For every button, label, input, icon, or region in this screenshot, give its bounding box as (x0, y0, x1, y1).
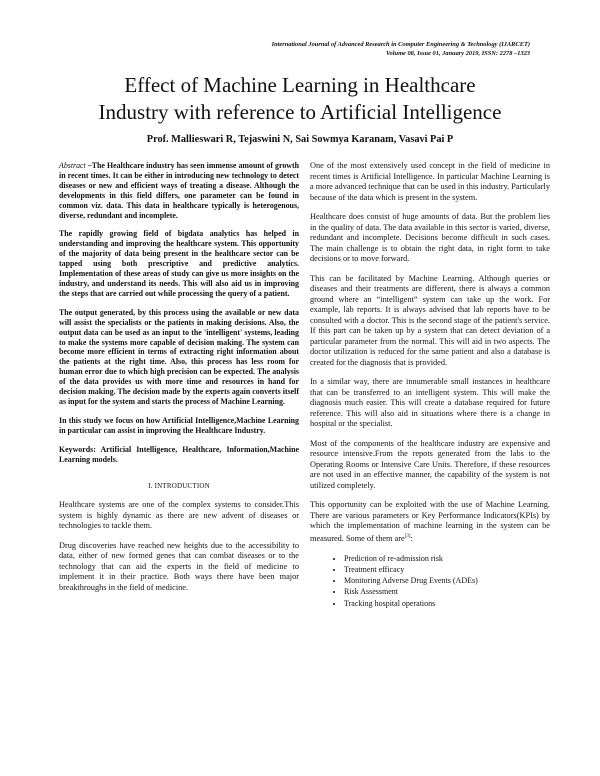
body-paragraph-6-end: : (410, 533, 413, 543)
right-column (310, 161, 550, 609)
body-paragraph-4: In a similar way, there are innumerable small instances in healthcare that can be transferred to an intelligent system. This will make the diagnosis much easier. This will create a database required for future reference. This will also aid in situations where there is a change in hospital or the specialist. (310, 377, 550, 428)
journal-header (110, 40, 530, 58)
body-paragraph-5: Most of the components of the healthcare industry are expensive and resource intensive.From the repots generated from the labs to the Operating Rooms or Intensive Care Units. Therefore, if these resources are not used in an effective manner, the capability of the system is not utilized completely. (310, 438, 550, 490)
body-paragraph-6-text: This opportunity can be exploited with the use of Machine Learning. There are various parameters or Key Performance Indicators(KPIs) by which the implementation of machine learning in the system can be measured. Some of them are (310, 500, 550, 543)
abstract-label: Abstract (59, 161, 86, 170)
title-line-1: Effect of Machine Learning in Healthcare (124, 73, 476, 97)
body-paragraph-3: This can be facilitated by Machine Learning. Although queries or diseases and their treatments are different, there is always a common ground where an “intelligent” system can take up the work. For example, lab reports. It is always advised that lab reports have to be consulted with a doctor. This is the second stage of the patient's service. If this part can be taken up by a system that can detect deviation of a particular parameter from the normal. This will aid in two aspects. The doctor utilization is reduced for the same patient and also a database is created for the diagnosis that is provided. (310, 273, 550, 367)
left-column (59, 161, 299, 602)
title-line-2: Industry with reference to Artificial Intelligence (98, 100, 502, 124)
author-list: Prof. Mallieswari R, Tejaswini N, Sai Sowmya Karanam, Vasavi Pai P (146, 134, 454, 145)
abstract-paragraph-1 (59, 161, 299, 220)
volume-info: Volume 08, Issue 01, January 2019, ISSN: 2278 –1323 (386, 50, 530, 57)
intro-paragraph-2: Drug discoveries have reached new heights due to the accessibility to data, either of new formed genes that can combat diseases or to the technology that can aid the experts in the field of medicine to implement it in their practice. Both ways there have been major breakthroughs in the field of medicine. (59, 540, 299, 592)
kpi-bullet-list (310, 553, 550, 609)
citation-ref: [3] (404, 533, 411, 539)
keywords-label: Keywords: (59, 444, 96, 454)
abstract-text-1: –The Healthcare industry has seen immense amount of growth in recent times. It can be either in introducing new technology to detect diseases or new and efficient ways of treating a disease. Although the developments in this field differs, one parameter can be found in common viz. data. This data in healthcare typically is heterogenous, diverse, redundant and incomplete. (59, 161, 299, 220)
paper-title (40, 72, 560, 126)
body-paragraph-1: One of the most extensively used concept in the field of medicine in recent times is Artificial Intelligence. In particular Machine Learning is a more advanced technique that can be used in this industry. Particularly because of the data which is present in the system. (310, 161, 550, 202)
body-paragraph-6 (310, 500, 550, 544)
keywords-text: Artificial Intelligence, Healthcare, Information,Machine Learning models. (59, 444, 299, 464)
intro-paragraph-1: Healthcare systems are one of the complex systems to consider.This system is highly dynamic as there are new advent of diseases or technologies to tackle them. (59, 500, 299, 531)
journal-name: International Journal of Advanced Research in Computer Engineering & Technology (IJARCET) (271, 41, 530, 48)
abstract-paragraph-2: The rapidly growing field of bigdata analytics has helped in understanding and improving the healthcare system. This opportunity of the majority of data being present in the healthcare sector can be tapped using both prescriptive and predictive analytics. Implementation of these areas of study can give us more insights on the industry, and understand its needs. This will also aid us in improving the steps that are carried out while processing the query of a patient. (59, 229, 299, 298)
abstract-paragraph-4: In this study we focus on how Artificial Intelligence,Machine Learning in particular can assist in improving the Healthcare Industry. (59, 415, 299, 435)
abstract-paragraph-3: The output generated, by this process using the available or new data will assist the specialists or the patients in making decisions. Also, the output data can be used as an input to the 'intelligent' systems, leading to make the systems more capable of decision making. The system can become more efficient in terms of extracting right information about the patients at the right time. Also, this process has less room for human error due to which high precision can be expected. The analysis of the data provides us with more time and resources in hand for decision making. The decision made by the experts again converts itself as input for the system and starts the process of Machine Learning. (59, 307, 299, 406)
list-item: • Tracking hospital operations (344, 598, 550, 609)
list-item: • Prediction of re-admission risk (344, 553, 550, 564)
section-heading-introduction: I. INTRODUCTION (148, 482, 210, 491)
list-item: • Risk Assessment (344, 586, 550, 597)
keywords (59, 445, 299, 465)
body-paragraph-2: Healthcare does consist of huge amounts of data. But the problem lies in the quality of data. The data available in this sector is varied, diverse, redundant and incomplete. Decisions become difficult in such cases. The main challenge is to obtain the right data, in right form to take decisions or to move forward. (310, 212, 550, 263)
list-item: • Monitoring Adverse Drug Events (ADEs) (344, 575, 550, 586)
list-item: • Treatment efficacy (344, 564, 550, 575)
